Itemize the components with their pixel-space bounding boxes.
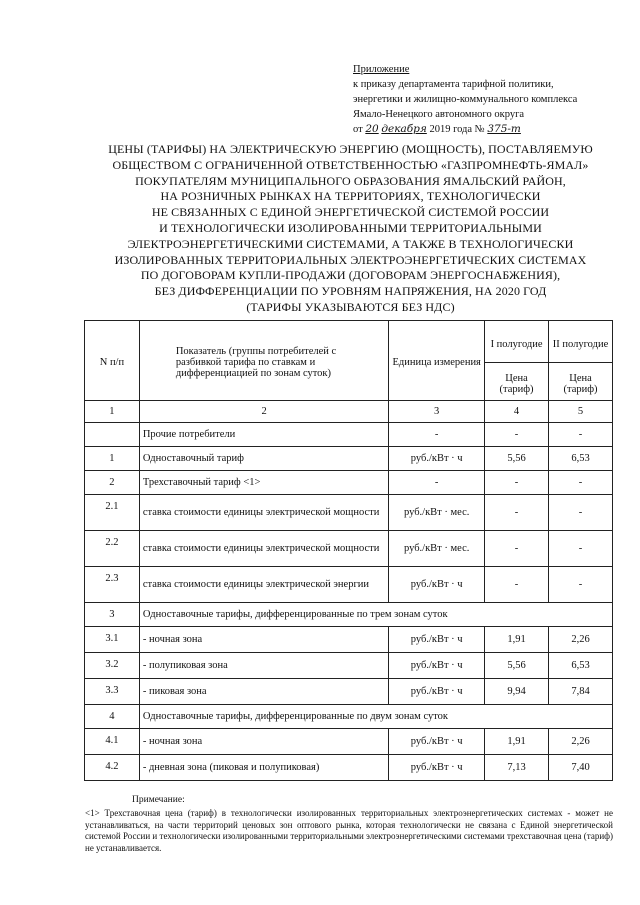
- table-row: [85, 531, 613, 567]
- table-row: [85, 627, 613, 653]
- title-line: ИЗОЛИРОВАННЫХ ТЕРРИТОРИАЛЬНЫХ ЭЛЕКТРОЭНЕРГЕТИЧЕСКИХ СИСТЕМАХ: [114, 252, 587, 267]
- table-row: [85, 729, 613, 755]
- document-title: [78, 142, 623, 316]
- date-day: 20: [365, 123, 379, 135]
- row-number: [85, 423, 140, 447]
- row-number: 4.2: [85, 755, 140, 781]
- appendix-date-line: [353, 122, 633, 137]
- table-row: [85, 603, 613, 627]
- row-value-h2: -: [549, 471, 613, 495]
- row-value-h2: 6,53: [549, 447, 613, 471]
- title-line: (ТАРИФЫ УКАЗЫВАЮТСЯ БЕЗ НДС): [246, 299, 455, 314]
- row-value-h2: -: [549, 423, 613, 447]
- table-row: [85, 679, 613, 705]
- title-line: ПО ДОГОВОРАМ КУПЛИ-ПРОДАЖИ (ДОГОВОРАМ ЭНЕРГОСНАБЖЕНИЯ),: [140, 268, 561, 283]
- row-number: 1: [85, 447, 140, 471]
- header-unit: Единица измерения: [389, 321, 485, 401]
- row-value-h1: 5,56: [485, 447, 549, 471]
- col-number: 2: [139, 401, 388, 423]
- row-name: - полупиковая зона: [139, 653, 388, 679]
- row-unit: руб./кВт · ч: [389, 729, 485, 755]
- row-value-h1: -: [485, 567, 549, 603]
- row-name: ставка стоимости единицы электрической мощности: [139, 531, 388, 567]
- row-name: Одноставочные тарифы, дифференцированные по двум зонам суток: [139, 705, 612, 729]
- appendix-line: Приложение: [353, 64, 410, 75]
- row-number: 3.3: [85, 679, 140, 705]
- row-number: 3.2: [85, 653, 140, 679]
- row-name: Прочие потребители: [139, 423, 388, 447]
- table-row: [85, 755, 613, 781]
- row-value-h1: -: [485, 531, 549, 567]
- header-price-2: Цена (тариф): [549, 363, 613, 401]
- row-value-h1: 7,13: [485, 755, 549, 781]
- row-number: 2: [85, 471, 140, 495]
- row-value-h2: 2,26: [549, 627, 613, 653]
- col-number: 4: [485, 401, 549, 423]
- date-month: декабря: [381, 123, 427, 135]
- title-line: ЦЕНЫ (ТАРИФЫ) НА ЭЛЕКТРИЧЕСКУЮ ЭНЕРГИЮ (МОЩНОСТЬ), ПОСТАВЛЯЕМУЮ: [108, 142, 593, 156]
- header-num: N п/п: [85, 321, 140, 401]
- row-unit: руб./кВт · мес.: [389, 495, 485, 531]
- row-unit: -: [389, 471, 485, 495]
- row-name: Одноставочные тарифы, дифференцированные по трем зонам суток: [139, 603, 612, 627]
- appendix-block: [353, 62, 633, 137]
- row-value-h1: 9,94: [485, 679, 549, 705]
- row-value-h2: -: [549, 495, 613, 531]
- appendix-line: к приказу департамента тарифной политики,: [353, 79, 554, 90]
- column-numbers-row: [85, 401, 613, 423]
- title-line: НЕ СВЯЗАННЫХ С ЕДИНОЙ ЭНЕРГЕТИЧЕСКОЙ СИСТЕМОЙ РОССИИ: [151, 205, 550, 220]
- row-value-h1: 1,91: [485, 627, 549, 653]
- appendix-line: Ямало-Ненецкого автономного округа: [353, 109, 525, 120]
- row-value-h2: -: [549, 531, 613, 567]
- row-name: Трехставочный тариф <1>: [139, 471, 388, 495]
- row-unit: руб./кВт · ч: [389, 447, 485, 471]
- title-line: БЕЗ ДИФФЕРЕНЦИАЦИИ ПО УРОВНЯМ НАПРЯЖЕНИЯ, НА 2020 ГОД: [154, 284, 547, 299]
- row-value-h1: -: [485, 423, 549, 447]
- row-value-h1: 5,56: [485, 653, 549, 679]
- row-name: - пиковая зона: [139, 679, 388, 705]
- order-number: 375-т: [487, 123, 521, 135]
- title-line: ЭЛЕКТРОЭНЕРГЕТИЧЕСКИМИ СИСТЕМАМИ, А ТАКЖЕ В ТЕХНОЛОГИЧЕСКИ: [127, 236, 574, 251]
- row-unit: руб./кВт · ч: [389, 627, 485, 653]
- header-half1: I полугодие: [485, 321, 549, 363]
- tariff-table: [84, 320, 613, 781]
- row-value-h1: -: [485, 471, 549, 495]
- row-name: ставка стоимости единицы электрической энергии: [139, 567, 388, 603]
- note-text: <1> Трехставочная цена (тариф) в технологически изолированных территориальных электроэнергетических системах - может не устанавливаться, на части территорий ценовых зон оптового рынка, которая технологически не связана с Единой энергетической системой России и технологически изолированными территориальными электроэнергетическими системами трехставочная цена (тариф) не устанавливается.: [85, 808, 613, 853]
- row-unit: руб./кВт · ч: [389, 679, 485, 705]
- row-value-h2: 6,53: [549, 653, 613, 679]
- row-unit: руб./кВт · ч: [389, 755, 485, 781]
- row-number: 2.2: [85, 531, 140, 567]
- table-row: [85, 423, 613, 447]
- date-year: 2019 года №: [429, 124, 485, 135]
- title-line: И ТЕХНОЛОГИЧЕСКИ ИЗОЛИРОВАННЫМИ ТЕРРИТОРИАЛЬНЫМИ: [159, 220, 542, 235]
- row-number: 4: [85, 705, 140, 729]
- row-number: 4.1: [85, 729, 140, 755]
- date-prefix: от: [353, 124, 363, 135]
- appendix-line: энергетики и жилищно-коммунального комплекса: [353, 94, 578, 105]
- row-number: 2.3: [85, 567, 140, 603]
- col-number: 5: [549, 401, 613, 423]
- row-unit: руб./кВт · ч: [389, 653, 485, 679]
- header-price-1: Цена (тариф): [485, 363, 549, 401]
- table-row: [85, 495, 613, 531]
- row-name: - дневная зона (пиковая и полупиковая): [139, 755, 388, 781]
- table-row: [85, 471, 613, 495]
- row-number: 3.1: [85, 627, 140, 653]
- title-line: НА РОЗНИЧНЫХ РЫНКАХ НА ТЕРРИТОРИЯХ, ТЕХНОЛОГИЧЕСКИ: [160, 189, 541, 204]
- row-number: 3: [85, 603, 140, 627]
- table-row: [85, 705, 613, 729]
- row-unit: руб./кВт · мес.: [389, 531, 485, 567]
- col-number: 3: [389, 401, 485, 423]
- table-row: [85, 447, 613, 471]
- row-unit: руб./кВт · ч: [389, 567, 485, 603]
- header-indicator: Показатель (группы потребителей с разбивкой тарифа по ставкам и дифференциацией по зонам суток): [139, 321, 388, 401]
- row-name: - ночная зона: [139, 729, 388, 755]
- table-row: [85, 653, 613, 679]
- row-value-h2: 2,26: [549, 729, 613, 755]
- row-value-h2: 7,84: [549, 679, 613, 705]
- row-name: ставка стоимости единицы электрической мощности: [139, 495, 388, 531]
- row-number: 2.1: [85, 495, 140, 531]
- row-value-h1: -: [485, 495, 549, 531]
- title-line: ОБЩЕСТВОМ С ОГРАНИЧЕННОЙ ОТВЕТСТВЕННОСТЬЮ «ГАЗПРОМНЕФТЬ-ЯМАЛ»: [112, 157, 589, 172]
- note-title: Примечание:: [132, 795, 185, 805]
- row-value-h2: 7,40: [549, 755, 613, 781]
- row-name: - ночная зона: [139, 627, 388, 653]
- row-value-h1: 1,91: [485, 729, 549, 755]
- row-name: Одноставочный тариф: [139, 447, 388, 471]
- title-line: ПОКУПАТЕЛЯМ МУНИЦИПАЛЬНОГО ОБРАЗОВАНИЯ ЯМАЛЬСКИЙ РАЙОН,: [135, 173, 566, 188]
- header-half2: II полугодие: [549, 321, 613, 363]
- table-row: [85, 567, 613, 603]
- row-unit: -: [389, 423, 485, 447]
- col-number: 1: [85, 401, 140, 423]
- row-value-h2: -: [549, 567, 613, 603]
